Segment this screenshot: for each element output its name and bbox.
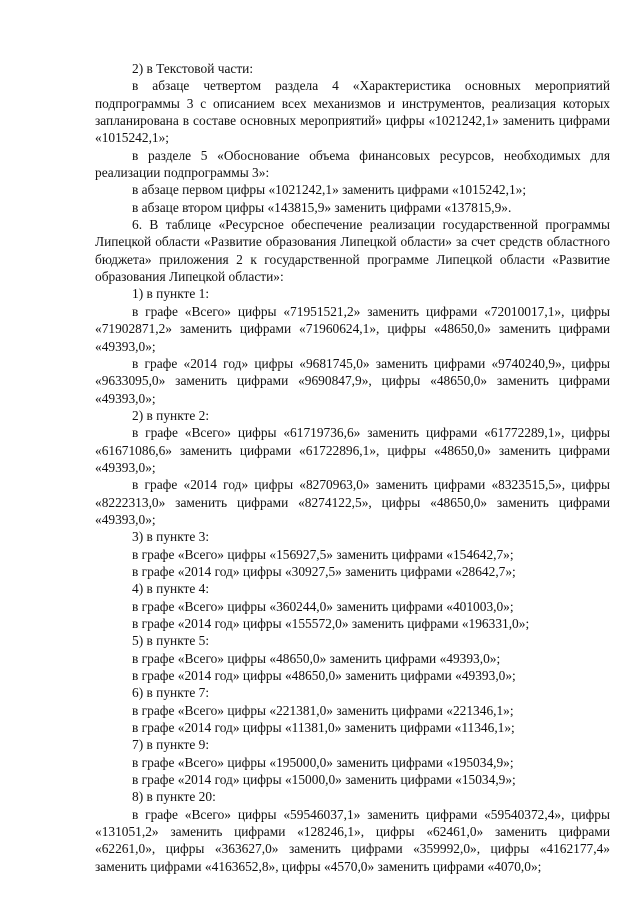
paragraph: в графе «2014 год» цифры «30927,5» заменить цифрами «28642,7»; bbox=[132, 563, 516, 579]
paragraph: 2) в Текстовой части: bbox=[132, 61, 254, 76]
paragraph: в графе «2014 год» цифры «8270963,0» заменить цифрами «8323515,5», цифры «8222313,0» заменить цифрами «8274122,5», цифры «48650,0» заменить цифрами «49393,0»; bbox=[95, 477, 610, 527]
paragraph: в графе «Всего» цифры «61719736,6» заменить цифрами «61772289,1», цифры «61671086,6» заменить цифрами «61722896,1», цифры «48650,0» заменить цифрами «49393,0»; bbox=[95, 425, 610, 475]
paragraph: в разделе 5 «Обоснование объема финансовых ресурсов, необходимых для реализации подпрограммы 3»: bbox=[95, 147, 610, 181]
paragraph: в графе «Всего» цифры «360244,0» заменить цифрами «401003,0»; bbox=[132, 598, 514, 614]
paragraph: 6) в пункте 7: bbox=[132, 685, 210, 701]
paragraph: 2) в пункте 2: bbox=[132, 407, 210, 423]
paragraph: в графе «2014 год» цифры «48650,0» заменить цифрами «49393,0»; bbox=[132, 668, 516, 684]
paragraph: в абзаце втором цифры «143815,9» заменить цифрами «137815,9». bbox=[132, 199, 512, 215]
paragraph: в графе «Всего» цифры «59546037,1» заменить цифрами «59540372,4», цифры «131051,2» заменить цифрами «128246,1», цифры «62461,0» заменить цифрами «62261,0», цифры «363627,0» заменить цифрами «359992,0», цифры «4162177,4» заменить цифрами «4163652,8», цифры «4570,0» заменить цифрами «4070,0»; bbox=[95, 806, 610, 874]
paragraph: 1) в пункте 1: bbox=[132, 286, 210, 302]
paragraph: в графе «Всего» цифры «48650,0» заменить цифрами «49393,0»; bbox=[132, 650, 501, 666]
paragraph: в графе «2014 год» цифры «155572,0» заменить цифрами «196331,0»; bbox=[132, 616, 530, 631]
paragraph: в графе «Всего» цифры «221381,0» заменить цифрами «221346,1»; bbox=[132, 702, 514, 718]
paragraph: в абзаце первом цифры «1021242,1» заменить цифрами «1015242,1»; bbox=[132, 182, 527, 198]
paragraph: 4) в пункте 4: bbox=[132, 581, 210, 597]
paragraph: в графе «Всего» цифры «156927,5» заменить цифрами «154642,7»; bbox=[132, 546, 514, 562]
document-body bbox=[95, 60, 610, 875]
paragraph: в графе «2014 год» цифры «15000,0» заменить цифрами «15034,9»; bbox=[132, 772, 516, 788]
paragraph: в графе «Всего» цифры «195000,0» заменить цифрами «195034,9»; bbox=[132, 754, 514, 770]
paragraph: 6. В таблице «Ресурсное обеспечение реализации государственной программы Липецкой области «Развитие образования Липецкой области» за счет средств областного бюджета» приложения 2 к государственной программе Липецкой области «Развитие образования Липецкой области»: bbox=[95, 217, 610, 285]
paragraph: 3) в пункте 3: bbox=[132, 529, 210, 545]
paragraph: 8) в пункте 20: bbox=[132, 789, 216, 805]
paragraph: в графе «2014 год» цифры «11381,0» заменить цифрами «11346,1»; bbox=[132, 720, 515, 736]
paragraph: 5) в пункте 5: bbox=[132, 633, 210, 649]
paragraph: 7) в пункте 9: bbox=[132, 737, 210, 753]
paragraph: в графе «2014 год» цифры «9681745,0» заменить цифрами «9740240,9», цифры «9633095,0» заменить цифрами «9690847,9», цифры «48650,0» заменить цифрами «49393,0»; bbox=[95, 355, 610, 406]
paragraph: в графе «Всего» цифры «71951521,2» заменить цифрами «72010017,1», цифры «71902871,2» заменить цифрами «71960624,1», цифры «48650,0» заменить цифрами «49393,0»; bbox=[95, 303, 610, 354]
paragraph: в абзаце четвертом раздела 4 «Характеристика основных мероприятий подпрограммы 3 с описанием всех механизмов и инструментов, реализация которых запланирована в составе основных мероприятий» цифры «1021242,1» заменить цифрами «1015242,1»; bbox=[95, 78, 610, 146]
